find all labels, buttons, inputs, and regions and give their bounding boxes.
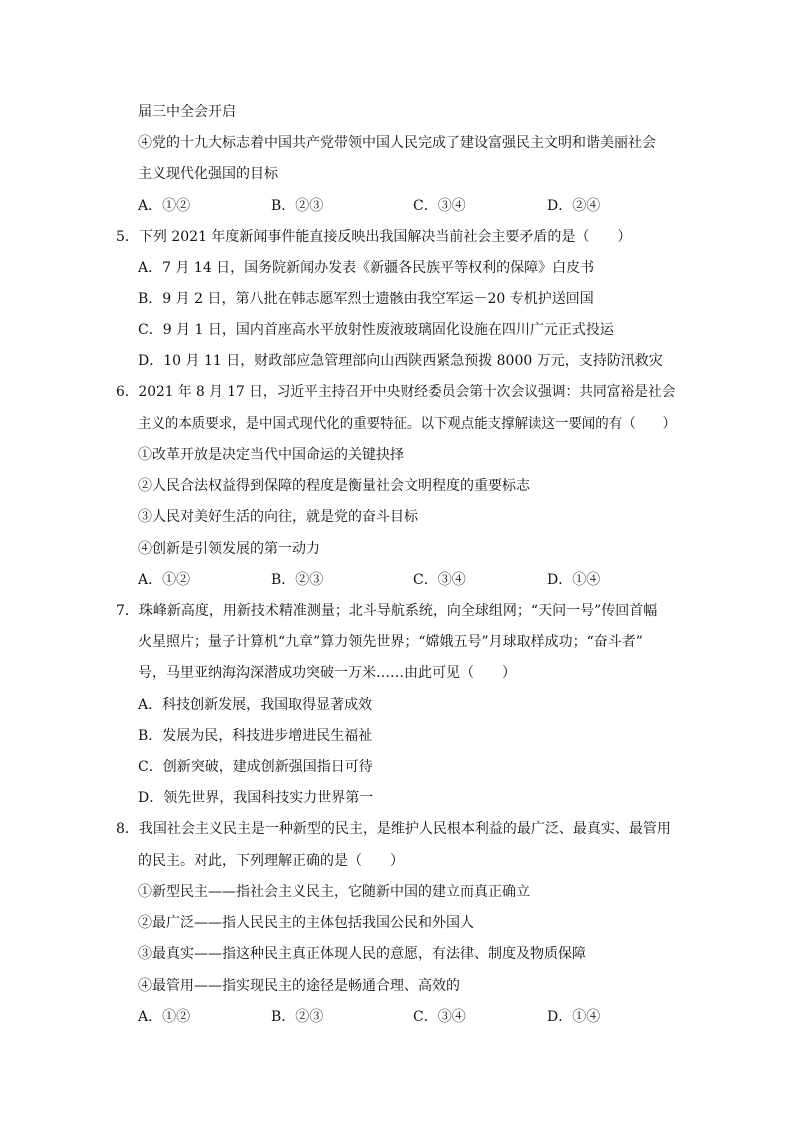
q4-option-a: A．①②: [138, 198, 191, 214]
q7-option-c: C．创新突破，建成创新强国指日可待: [138, 759, 373, 775]
q4-option-d: D．②④: [547, 198, 601, 214]
q8-item-1: ①新型民主——指社会主义民主，它随新中国的建立而真正确立: [138, 884, 530, 900]
q8-options: [138, 1007, 698, 1027]
q8-option-c: C．③④: [413, 1009, 466, 1025]
q8-option-a: A．①②: [138, 1009, 191, 1025]
q6-stem-line1: 6．2021 年 8 月 17 日，习近平主持召开中央财经委员会第十次会议强调：共同富裕是社会: [116, 384, 676, 400]
q6-item-2: ②人民合法权益得到保障的程度是衡量社会文明程度的重要标志: [138, 478, 530, 494]
q4-continuation: 届三中全会开启: [138, 104, 236, 120]
q8-stem-line1: 8．我国社会主义民主是一种新型的民主，是维护人民根本利益的最广泛、最真实、最管用: [116, 821, 671, 837]
q4-option-c: C．③④: [413, 198, 466, 214]
q6-option-a: A．①②: [138, 572, 191, 588]
q6-option-d: D．①④: [547, 572, 601, 588]
q7-stem-line1: 7．珠峰新高度，用新技术精准测量；北斗导航系统，向全球组网；“天问一号”传回首幅: [116, 603, 658, 619]
q8-stem-line2: 的民主。对此，下列理解正确的是（ ）: [138, 853, 404, 869]
q5-option-b: B．9 月 2 日，第八批在韩志愿军烈士遗骸由我空军运－20 专机护送回国: [138, 291, 594, 307]
q5-option-d: D．10 月 11 日，财政部应急管理部向山西陕西紧急预拨 8000 万元，支持防汛救灾: [138, 353, 663, 369]
q6-item-4: ④创新是引领发展的第一动力: [138, 541, 320, 557]
q8-option-d: D．①④: [547, 1009, 601, 1025]
q4-item-4-line1: ④党的十九大标志着中国共产党带领中国人民完成了建设富强民主文明和谐美丽社会: [138, 135, 656, 151]
q5-stem: 5．下列 2021 年度新闻事件能直接反映出我国解决当前社会主要矛盾的是（ ）: [116, 229, 632, 245]
q7-stem-line2: 火星照片；量子计算机“九章”算力领先世界；“嫦娥五号”月球取样成功；“奋斗者”: [138, 634, 643, 650]
q6-item-3: ③人民对美好生活的向往，就是党的奋斗目标: [138, 509, 418, 525]
q4-option-b: B．②③: [271, 198, 324, 214]
q5-option-c: C．9 月 1 日，国内首座高水平放射性废液玻璃固化设施在四川广元正式投运: [138, 322, 614, 338]
q8-item-3: ③最真实——指这种民主真正体现人民的意愿，有法律、制度及物质保障: [138, 946, 586, 962]
q8-option-b: B．②③: [271, 1009, 324, 1025]
q6-option-c: C．③④: [413, 572, 466, 588]
q7-option-a: A．科技创新发展，我国取得显著成效: [138, 697, 373, 713]
q4-options: [138, 196, 698, 216]
q6-item-1: ①改革开放是决定当代中国命运的关键抉择: [138, 447, 404, 463]
q8-item-2: ②最广泛——指人民民主的主体包括我国公民和外国人: [138, 915, 474, 931]
q7-stem-line3: 号，马里亚纳海沟深潜成功突破一万米……由此可见（ ）: [138, 665, 516, 681]
q4-item-4-line2: 主义现代化强国的目标: [138, 166, 278, 182]
q6-options: [138, 570, 698, 590]
q8-item-4: ④最管用——指实现民主的途径是畅通合理、高效的: [138, 978, 460, 994]
q7-option-d: D．领先世界，我国科技实力世界第一: [138, 790, 374, 806]
q6-stem-line2: 主义的本质要求，是中国式现代化的重要特征。以下观点能支撑解读这一要闻的有（ ）: [138, 416, 676, 432]
q6-option-b: B．②③: [271, 572, 324, 588]
q7-option-b: B．发展为民，科技进步增进民生福祉: [138, 728, 373, 744]
q5-option-a: A．7 月 14 日，国务院新闻办发表《新疆各民族平等权利的保障》白皮书: [138, 260, 595, 276]
